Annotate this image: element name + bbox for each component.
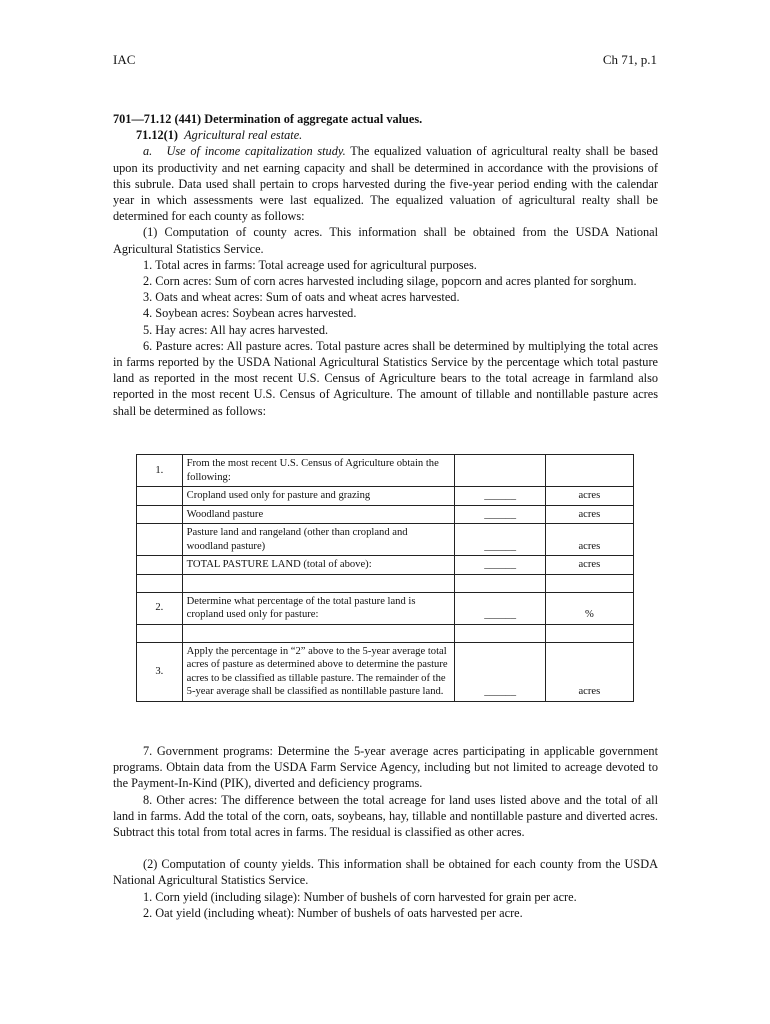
table-row bbox=[137, 642, 634, 701]
row-description: Cropland used only for pasture and grazing bbox=[182, 487, 455, 506]
list-item: 3. Oats and wheat acres: Sum of oats and wheat acres harvested. bbox=[143, 290, 460, 305]
county-yields-paragraph: (2) Computation of county yields. This information shall be obtained for each county from the USDA National Agricultural Statistics Service. bbox=[113, 857, 658, 888]
table-row bbox=[137, 524, 634, 556]
list-item: 6. Pasture acres: All pasture acres. Total pasture acres shall be determined by multiplying the total acres in farms reported by the USDA National Agricultural Statistics Service by the percentage which total pasture land as reported in the most recent U.S. Census of Agriculture bears to the total acreage in farmland also reported in the most recent U.S. Census of Agriculture. The amount of tillable and nontillable pasture acres shall be determined as follows: bbox=[113, 338, 658, 418]
list-item: 5. Hay acres: All hay acres harvested. bbox=[143, 322, 329, 337]
row-description: Apply the percentage in “2” above to the 5-year average total acres of pasture as determined above to determine the pasture acres to be classified as tillable pasture. The remainder of the 5-year average shall be classified as nontillable pasture land. bbox=[182, 642, 455, 701]
list-item: 2. Corn acres: Sum of corn acres harvested including silage, popcorn and acres planted for sorghum. bbox=[143, 274, 637, 289]
list-item: 7. Government programs: Determine the 5-year average acres participating in applicable government programs. Obtain data from the USDA Farm Service Agency, including but not limited to acreage devoted to the Payment-In-Kind (PIK), diverted and deficiency programs. bbox=[113, 744, 658, 791]
list-item: 1. Corn yield (including silage): Number of bushels of corn harvested for grain per acre. bbox=[143, 889, 577, 904]
table-row bbox=[137, 505, 634, 524]
list-item: 1. Total acres in farms: Total acreage used for agricultural purposes. bbox=[143, 257, 477, 272]
section-title: 701—71.12 (441) Determination of aggregate actual values. bbox=[113, 112, 423, 126]
section-body-continued bbox=[113, 743, 658, 921]
blank-line: ______ bbox=[455, 592, 545, 624]
subrule-heading bbox=[113, 127, 658, 143]
row-description: From the most recent U.S. Census of Agriculture obtain the following: bbox=[182, 455, 455, 487]
row-number: 2. bbox=[137, 592, 183, 624]
unit-label: acres bbox=[545, 642, 633, 701]
table-row bbox=[137, 487, 634, 506]
table-row bbox=[137, 592, 634, 624]
section-body bbox=[113, 111, 658, 419]
table-row bbox=[137, 556, 634, 575]
row-number: 1. bbox=[137, 455, 183, 487]
pasture-table bbox=[136, 454, 634, 702]
table-row bbox=[137, 624, 634, 642]
subrule-title: Agricultural real estate. bbox=[184, 128, 303, 143]
list-item: 2. Oat yield (including wheat): Number of bushels of oats harvested per acre. bbox=[143, 905, 523, 920]
row-description: Determine what percentage of the total pasture land is cropland used only for pasture: bbox=[182, 592, 455, 624]
row-description: Pasture land and rangeland (other than cropland and woodland pasture) bbox=[182, 524, 455, 556]
unit-label: acres bbox=[545, 556, 633, 575]
unit-label: acres bbox=[545, 487, 633, 506]
blank-line: ______ bbox=[455, 556, 545, 575]
header-code: IAC bbox=[113, 52, 136, 67]
list-item: 8. Other acres: The difference between the total acreage for land uses listed above and the total of all land in farms. Add the total of the corn, oats, soybeans, hay, tillable and nontillable pasture and diverted acres. Subtract this total from total acres in farms. The residual is classified as other acres. bbox=[113, 792, 658, 840]
paragraph-a bbox=[113, 143, 658, 224]
table-row bbox=[137, 455, 634, 487]
unit-label: acres bbox=[545, 505, 633, 524]
row-number: 3. bbox=[137, 642, 183, 701]
blank-line: ______ bbox=[455, 487, 545, 506]
table-row bbox=[137, 574, 634, 592]
blank-line: ______ bbox=[455, 524, 545, 556]
blank-line: ______ bbox=[455, 642, 545, 701]
paragraph-a-title: Use of income capitalization study. bbox=[166, 144, 346, 159]
list-item: 4. Soybean acres: Soybean acres harvested. bbox=[143, 306, 357, 321]
paragraph-a-text: The equalized valuation of agricultural realty shall be based upon its productivity and net earning capacity and shall be determined in accordance with the provisions of this subrule. Data used shall pertain to crops harvested during the five-year period ending with the calendar year in which assessments were last equalized. The equalized valuation of agricultural realty shall be determined for each county as follows: bbox=[113, 144, 658, 224]
unit-label: % bbox=[545, 592, 633, 624]
unit-label: acres bbox=[545, 524, 633, 556]
header-page: Ch 71, p.1 bbox=[602, 52, 657, 67]
blank-line: ______ bbox=[455, 505, 545, 524]
subrule-number: 71.12(1) bbox=[136, 128, 179, 143]
row-description: Woodland pasture bbox=[182, 505, 455, 524]
county-acres-paragraph: (1) Computation of county acres. This information shall be obtained from the USDA National Agricultural Statistics Service. bbox=[113, 225, 658, 256]
row-description: TOTAL PASTURE LAND (total of above): bbox=[182, 556, 455, 575]
paragraph-a-label: a. bbox=[143, 144, 153, 159]
